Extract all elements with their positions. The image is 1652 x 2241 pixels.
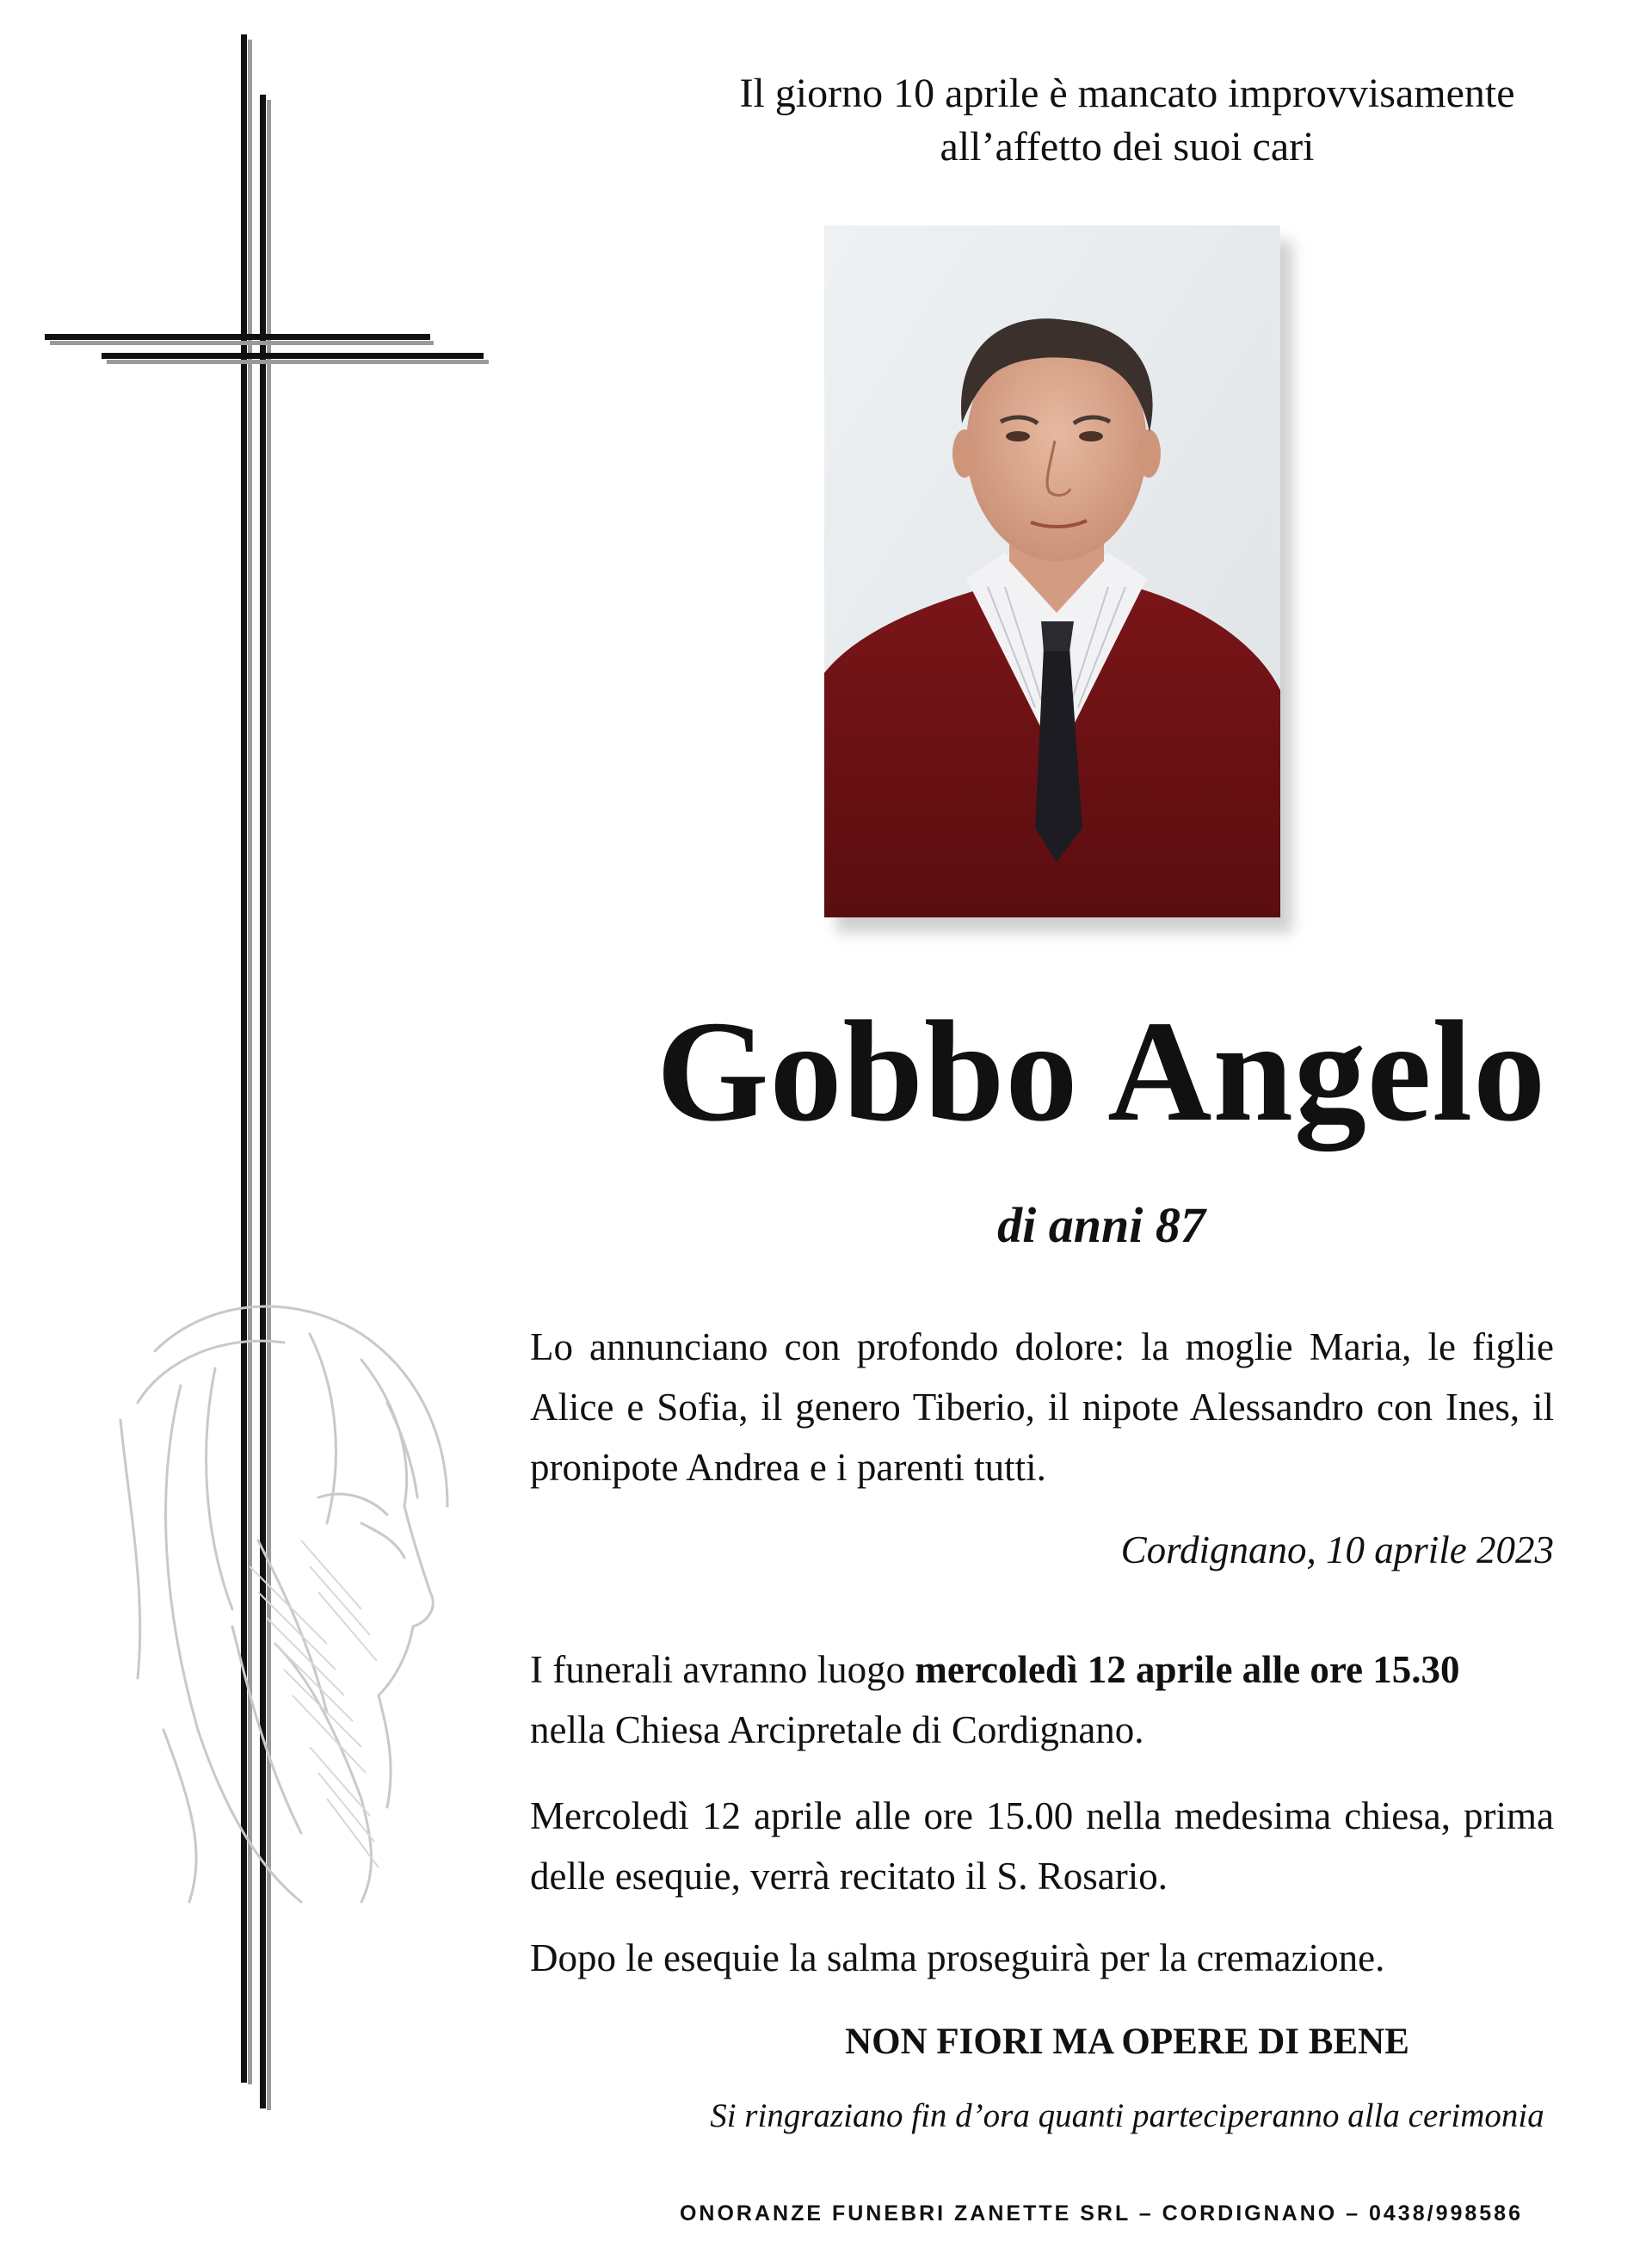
announcement-text: Lo annunciano con profondo dolore: la moglie Maria, le figlie Alice e Sofia, il genero Tiberio, il nipote Alessandro con Ines, il pronipote Andrea e i parenti tutti. [530, 1325, 1554, 1489]
intro-line-1: Il giorno 10 aprile è mancato improvvisamente [739, 71, 1515, 116]
funeral-home-footer: ONORANZE FUNEBRI ZANETTE SRL – CORDIGNANO – 0438/998586 [679, 2201, 1523, 2226]
rosary-info: Mercoledì 12 aprile alle ore 15.00 nella medesima chiesa, prima delle esequie, verrà recitato il S. Rosario. [530, 1794, 1554, 1898]
deceased-age: di anni 87 [997, 1197, 1205, 1253]
funeral-location: nella Chiesa Arcipretale di Cordignano. [530, 1708, 1144, 1751]
cremation-info: Dopo le esequie la salma proseguirà per la cremazione. [530, 1936, 1385, 1979]
portrait-icon [824, 225, 1280, 917]
intro-text [551, 67, 1652, 174]
no-flowers-note: NON FIORI MA OPERE DI BENE [845, 2022, 1409, 2062]
portrait-photo [824, 225, 1280, 917]
funeral-datetime: mercoledì 12 aprile alle ore 15.30 [915, 1648, 1460, 1691]
place-date: Cordignano, 10 aprile 2023 [1120, 1528, 1554, 1571]
deceased-name: Gobbo Angelo [656, 991, 1547, 1151]
intro-line-2: all’affetto dei suoi cari [940, 124, 1315, 170]
thanks-note: Si ringraziano fin d’ora quanti parteciperanno alla cerimonia [710, 2097, 1544, 2134]
funeral-info [530, 1639, 1554, 1760]
funeral-prefix: I funerali avranno luogo [530, 1648, 915, 1691]
christ-face-sketch [103, 1282, 482, 1919]
